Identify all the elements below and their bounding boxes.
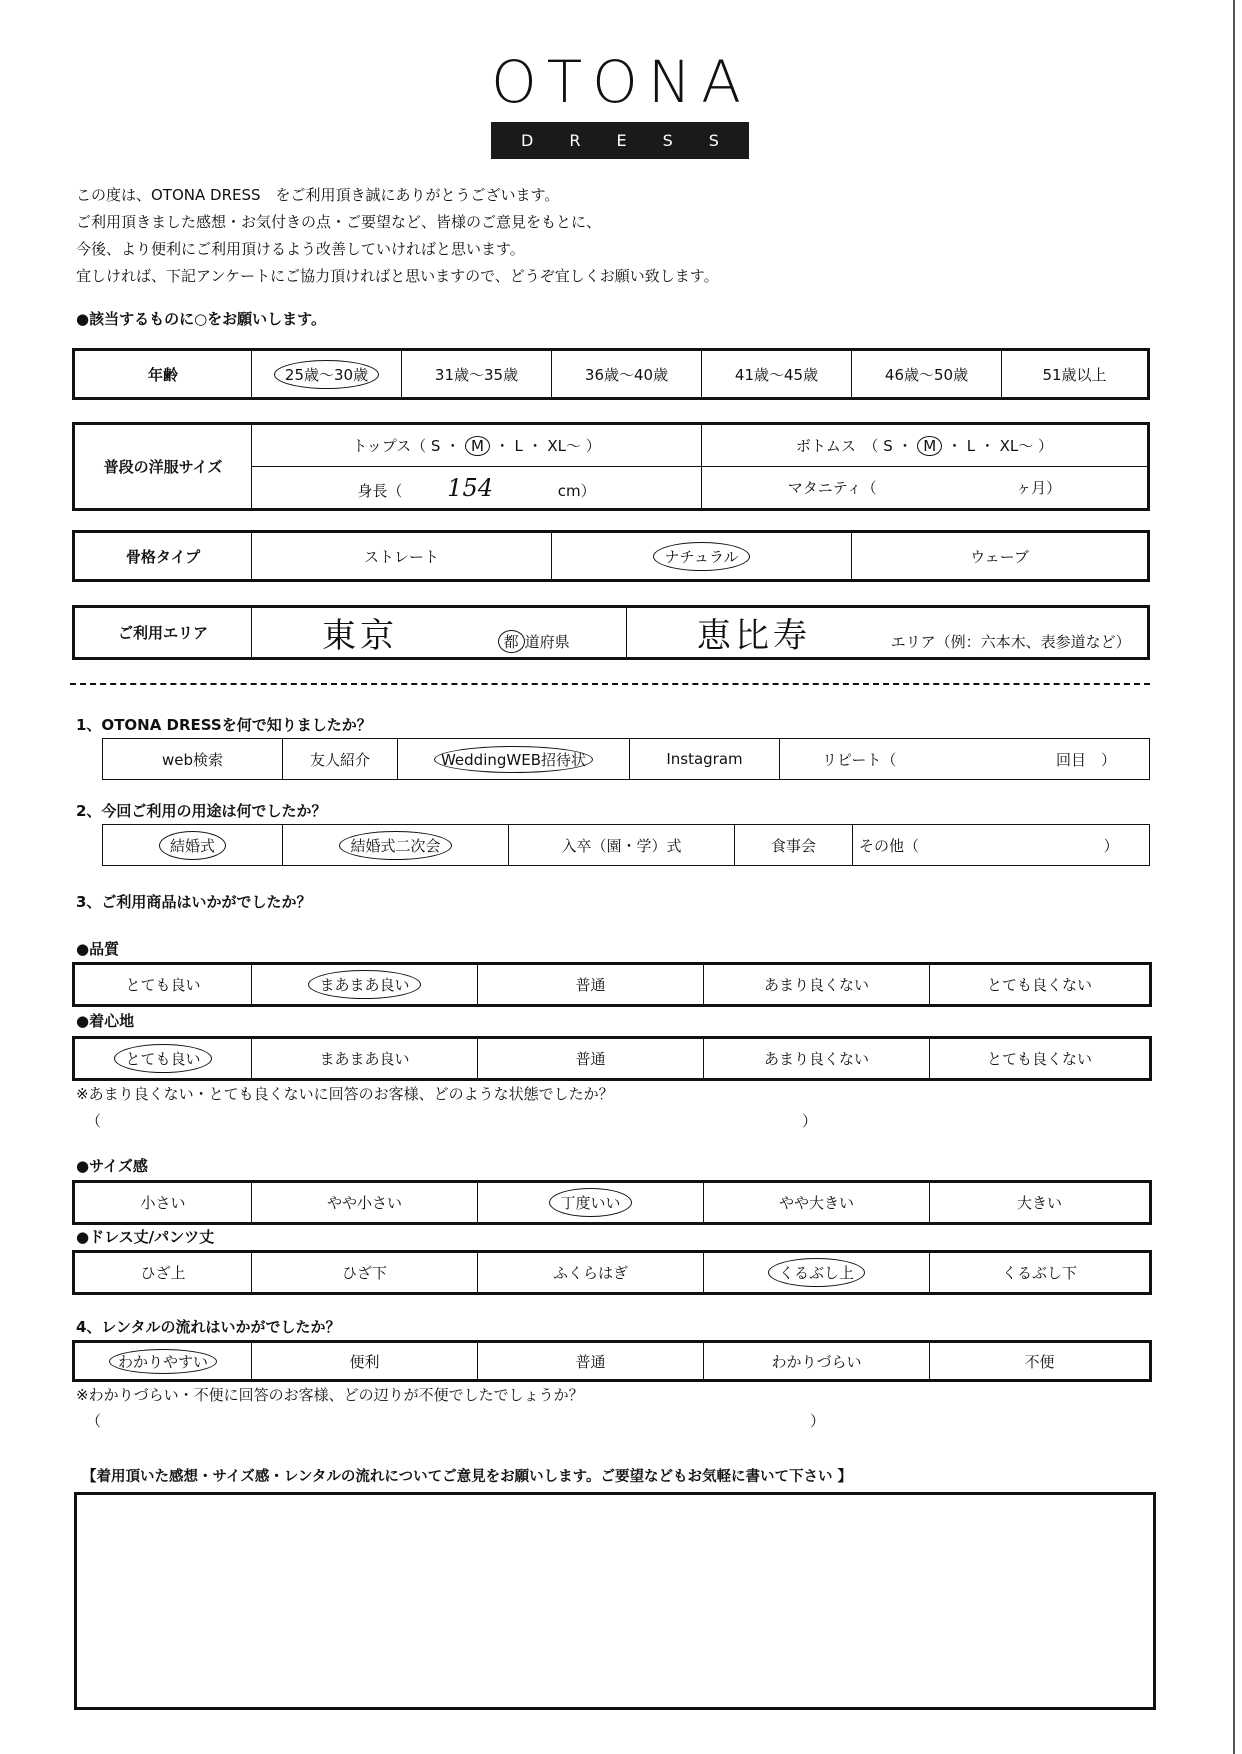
maternity-field[interactable]: マタニティ（ ヶ月） bbox=[702, 467, 1149, 510]
q4-table bbox=[72, 1340, 1152, 1382]
intro-line: ご利用頂きました感想・お気付きの点・ご要望など、皆様のご意見をもとに、 bbox=[76, 213, 602, 231]
age-option[interactable]: 36歳～40歳 bbox=[552, 350, 702, 399]
size-feel-option[interactable]: 丁度いい bbox=[478, 1182, 704, 1224]
size-feel-table bbox=[72, 1180, 1152, 1225]
intro-line: 宜しければ、下記アンケートにご協力頂ければと思いますので、どうぞ宜しくお願い致します。 bbox=[76, 267, 719, 285]
size-feel-option[interactable]: やや小さい bbox=[252, 1182, 478, 1224]
length-option[interactable]: ひざ上 bbox=[74, 1252, 252, 1294]
age-table bbox=[72, 348, 1150, 400]
comment-title: 【着用頂いた感想・サイズ感・レンタルの流れについてご意見をお願いします。ご要望などもお気軽に書いて下さい 】 bbox=[82, 1469, 852, 1485]
comfort-option[interactable]: まあまあ良い bbox=[252, 1038, 478, 1080]
comfort-option[interactable]: あまり良くない bbox=[704, 1038, 930, 1080]
logo-letter: S bbox=[662, 131, 673, 150]
quality-table bbox=[72, 962, 1152, 1007]
intro-line: この度は、OTONA DRESS をご利用頂き誠にありがとうございます。 bbox=[76, 186, 560, 204]
logo-title: OTONA bbox=[491, 48, 751, 116]
area-label: ご利用エリア bbox=[74, 607, 252, 659]
area-table bbox=[72, 605, 1150, 660]
q2-option[interactable]: 結婚式 bbox=[103, 825, 283, 866]
q1-repeat[interactable]: リピート（ 回目 ） bbox=[780, 739, 1150, 780]
comfort-option[interactable]: とても良い bbox=[74, 1038, 252, 1080]
q4-option[interactable]: わかりづらい bbox=[704, 1342, 930, 1381]
height-field[interactable]: 身長（ 154 cm） bbox=[252, 467, 702, 510]
q4-option[interactable]: わかりやすい bbox=[74, 1342, 252, 1381]
length-option[interactable]: くるぶし上 bbox=[704, 1252, 930, 1294]
frame-label: 骨格タイプ bbox=[74, 532, 252, 581]
size-feel-label: ●サイズ感 bbox=[76, 1157, 148, 1175]
intro-text bbox=[76, 182, 719, 290]
length-option[interactable]: ひざ下 bbox=[252, 1252, 478, 1294]
frame-option[interactable]: ストレート bbox=[252, 532, 552, 581]
logo-letter: E bbox=[616, 131, 627, 150]
comfort-option[interactable]: とても良くない bbox=[930, 1038, 1151, 1080]
q4-option[interactable]: 便利 bbox=[252, 1342, 478, 1381]
bottoms-size[interactable]: ボトムス （ S ・ M ・ L ・ XL～ ） bbox=[702, 424, 1149, 467]
length-table bbox=[72, 1250, 1152, 1295]
quality-option[interactable]: とても良くない bbox=[930, 964, 1151, 1006]
q4-option[interactable]: 不便 bbox=[930, 1342, 1151, 1381]
tops-size[interactable]: トップス（ S ・ M ・ L ・ XL～ ） bbox=[252, 424, 702, 467]
prefecture-field[interactable]: 東京 都 道府県 bbox=[252, 607, 627, 659]
comfort-table bbox=[72, 1036, 1152, 1081]
logo-letter: D bbox=[521, 131, 534, 150]
age-option[interactable]: 25歳～30歳 bbox=[252, 350, 402, 399]
size-feel-option[interactable]: 小さい bbox=[74, 1182, 252, 1224]
comfort-answer-open: （ bbox=[86, 1112, 102, 1130]
q2-option[interactable]: 結婚式二次会 bbox=[283, 825, 509, 866]
comfort-answer-close: ） bbox=[802, 1112, 818, 1130]
age-option[interactable]: 41歳～45歳 bbox=[702, 350, 852, 399]
comfort-note: ※あまり良くない・とても良くないに回答のお客様、どのような状態でしたか？ bbox=[76, 1085, 614, 1103]
q2-option[interactable]: 食事会 bbox=[735, 825, 853, 866]
q2-option[interactable]: 入卒（園・学）式 bbox=[509, 825, 735, 866]
q2-other[interactable]: その他（ ） bbox=[853, 825, 1150, 866]
frame-option[interactable]: ナチュラル bbox=[552, 532, 852, 581]
prefecture-value: 東京 bbox=[322, 616, 398, 656]
area-field[interactable]: 恵比寿 エリア（例：六本木、表参道など） bbox=[627, 607, 1149, 659]
comfort-option[interactable]: 普通 bbox=[478, 1038, 704, 1080]
q2-title: 2、今回ご利用の用途は何でしたか？ bbox=[76, 802, 327, 820]
page-edge bbox=[1233, 0, 1235, 1754]
age-option[interactable]: 31歳～35歳 bbox=[402, 350, 552, 399]
intro-line: 今後、より便利にご利用頂けるよう改善していければと思います。 bbox=[76, 240, 525, 258]
age-option[interactable]: 46歳～50歳 bbox=[852, 350, 1002, 399]
q4-note: ※わかりづらい・不便に回答のお客様、どの辺りが不便でしたでしょうか？ bbox=[76, 1386, 584, 1404]
quality-option[interactable]: あまり良くない bbox=[704, 964, 930, 1006]
q1-option[interactable]: WeddingWEB招待状 bbox=[398, 739, 630, 780]
q1-option[interactable]: web検索 bbox=[103, 739, 283, 780]
age-label: 年齢 bbox=[74, 350, 252, 399]
q1-option[interactable]: Instagram bbox=[630, 739, 780, 780]
quality-option[interactable]: まあまあ良い bbox=[252, 964, 478, 1006]
logo-subtitle bbox=[491, 122, 749, 159]
comfort-label: ●着心地 bbox=[76, 1012, 135, 1030]
age-option[interactable]: 51歳以上 bbox=[1002, 350, 1149, 399]
logo-letter: S bbox=[708, 131, 719, 150]
q1-title: 1、OTONA DRESSを何で知りましたか？ bbox=[76, 716, 372, 734]
q4-answer-open: （ bbox=[86, 1412, 102, 1430]
length-label: ●ドレス丈/パンツ丈 bbox=[76, 1228, 215, 1246]
area-value: 恵比寿 bbox=[697, 616, 811, 656]
frame-option[interactable]: ウェーブ bbox=[852, 532, 1149, 581]
q1-option[interactable]: 友人紹介 bbox=[283, 739, 398, 780]
size-feel-option[interactable]: やや大きい bbox=[704, 1182, 930, 1224]
height-value: 154 bbox=[447, 473, 493, 502]
q4-option[interactable]: 普通 bbox=[478, 1342, 704, 1381]
size-label: 普段の洋服サイズ bbox=[74, 424, 252, 510]
section-instruction: ●該当するものに○をお願いします。 bbox=[76, 310, 326, 328]
frame-table bbox=[72, 530, 1150, 582]
quality-label: ●品質 bbox=[76, 940, 120, 958]
q2-table bbox=[102, 824, 1150, 866]
quality-option[interactable]: 普通 bbox=[478, 964, 704, 1006]
q4-answer-close: ） bbox=[810, 1412, 826, 1430]
divider bbox=[70, 683, 1150, 685]
comment-box[interactable] bbox=[74, 1492, 1156, 1710]
q3-title: 3、ご利用商品はいかがでしたか？ bbox=[76, 893, 312, 911]
size-table bbox=[72, 422, 1150, 511]
logo-letter: R bbox=[569, 131, 581, 150]
q4-title: 4、レンタルの流れはいかがでしたか？ bbox=[76, 1318, 341, 1336]
quality-option[interactable]: とても良い bbox=[74, 964, 252, 1006]
size-feel-option[interactable]: 大きい bbox=[930, 1182, 1151, 1224]
length-option[interactable]: くるぶし下 bbox=[930, 1252, 1151, 1294]
q1-table bbox=[102, 738, 1150, 780]
length-option[interactable]: ふくらはぎ bbox=[478, 1252, 704, 1294]
